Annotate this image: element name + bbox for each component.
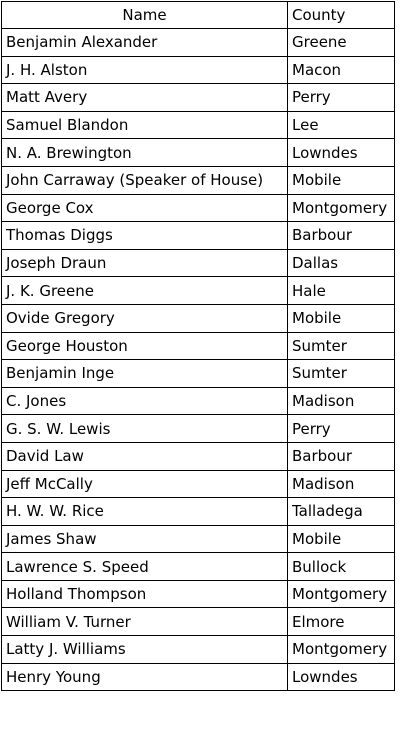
table-row xyxy=(2,442,395,470)
table-row xyxy=(2,139,395,167)
table-row xyxy=(2,498,395,526)
cell-county: Hale xyxy=(288,277,395,305)
cell-county: Montgomery xyxy=(288,580,395,608)
cell-county: Talladega xyxy=(288,498,395,526)
cell-name: J. K. Greene xyxy=(2,277,288,305)
cell-county: Macon xyxy=(288,56,395,84)
column-header-county: County xyxy=(288,2,395,29)
table-row xyxy=(2,608,395,636)
cell-name: Henry Young xyxy=(2,663,288,691)
column-header-name: Name xyxy=(2,2,288,29)
table-row xyxy=(2,249,395,277)
table-row xyxy=(2,553,395,581)
cell-county: Sumter xyxy=(288,360,395,388)
table-row xyxy=(2,415,395,443)
cell-county: Lowndes xyxy=(288,139,395,167)
cell-name: Thomas Diggs xyxy=(2,222,288,250)
table-body xyxy=(2,29,395,691)
cell-name: Latty J. Williams xyxy=(2,636,288,664)
cell-name: Benjamin Alexander xyxy=(2,29,288,57)
header-row xyxy=(2,2,395,29)
cell-name: G. S. W. Lewis xyxy=(2,415,288,443)
table-row xyxy=(2,166,395,194)
table-row xyxy=(2,277,395,305)
table-row xyxy=(2,525,395,553)
cell-county: Mobile xyxy=(288,525,395,553)
cell-name: William V. Turner xyxy=(2,608,288,636)
table-row xyxy=(2,111,395,139)
legislators-table xyxy=(1,1,395,691)
table-row xyxy=(2,636,395,664)
cell-county: Barbour xyxy=(288,442,395,470)
cell-county: Perry xyxy=(288,415,395,443)
cell-name: Matt Avery xyxy=(2,84,288,112)
cell-county: Mobile xyxy=(288,304,395,332)
cell-county: Perry xyxy=(288,84,395,112)
cell-name: Samuel Blandon xyxy=(2,111,288,139)
cell-county: Madison xyxy=(288,387,395,415)
cell-county: Elmore xyxy=(288,608,395,636)
table-row xyxy=(2,387,395,415)
table-row xyxy=(2,84,395,112)
cell-name: Benjamin Inge xyxy=(2,360,288,388)
cell-name: Ovide Gregory xyxy=(2,304,288,332)
cell-county: Sumter xyxy=(288,332,395,360)
cell-name: Joseph Draun xyxy=(2,249,288,277)
cell-name: George Houston xyxy=(2,332,288,360)
cell-county: Barbour xyxy=(288,222,395,250)
cell-county: Bullock xyxy=(288,553,395,581)
cell-name: Jeff McCally xyxy=(2,470,288,498)
cell-county: Montgomery xyxy=(288,194,395,222)
cell-name: C. Jones xyxy=(2,387,288,415)
table-row xyxy=(2,29,395,57)
cell-county: Lowndes xyxy=(288,663,395,691)
cell-name: J. H. Alston xyxy=(2,56,288,84)
table-row xyxy=(2,222,395,250)
cell-name: David Law xyxy=(2,442,288,470)
table-row xyxy=(2,56,395,84)
cell-county: Dallas xyxy=(288,249,395,277)
cell-name: James Shaw xyxy=(2,525,288,553)
cell-name: Holland Thompson xyxy=(2,580,288,608)
cell-name: H. W. W. Rice xyxy=(2,498,288,526)
cell-name: George Cox xyxy=(2,194,288,222)
table-row xyxy=(2,470,395,498)
cell-name: Lawrence S. Speed xyxy=(2,553,288,581)
cell-county: Montgomery xyxy=(288,636,395,664)
table-row xyxy=(2,580,395,608)
cell-county: Mobile xyxy=(288,166,395,194)
cell-name: N. A. Brewington xyxy=(2,139,288,167)
cell-name: John Carraway (Speaker of House) xyxy=(2,166,288,194)
table-row xyxy=(2,332,395,360)
cell-county: Greene xyxy=(288,29,395,57)
table-row xyxy=(2,304,395,332)
cell-county: Madison xyxy=(288,470,395,498)
cell-county: Lee xyxy=(288,111,395,139)
table-row xyxy=(2,663,395,691)
table-row xyxy=(2,194,395,222)
table-row xyxy=(2,360,395,388)
